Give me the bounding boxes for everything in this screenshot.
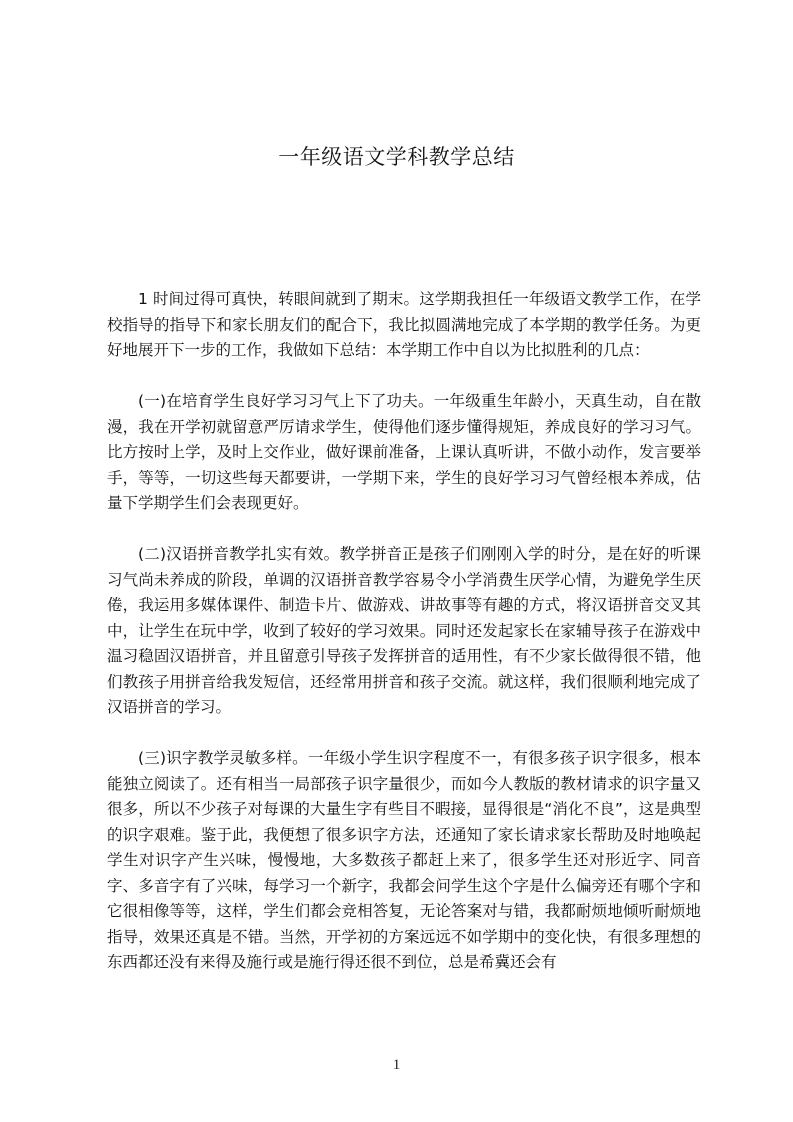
document-title: 一年级语文学科教学总结: [278, 145, 515, 169]
paragraph-intro: 1 时间过得可真快，转眼间就到了期末。这学期我担任一年级语文教学工作，在学校指导的指导下和家长朋友们的配合下，我比拟圆满地完成了本学期的教学任务。为更好地展开下一步的工作，我做如下总结：本学期工作中自以为比拟胜利的几点：: [107, 290, 701, 359]
paragraph-study-habits: (一)在培育学生良好学习习气上下了功夫。一年级重生年龄小，天真生动，自在散漫，我在开学初就留意严厉请求学生，使得他们逐步懂得规矩，养成良好的学习习气。比方按时上学，及时上交作业，做好课前准备，上课认真听讲，不做小动作，发言要举手，等等，一切这些每天都要讲，一学期下来，学生的良好学习习气曾经根本养成，估量下学期学生们会表现更好。: [107, 392, 701, 512]
document-body: [107, 287, 701, 976]
page-number: 1: [392, 1057, 401, 1073]
paragraph-character-teaching: (三)识字教学灵敏多样。一年级小学生识字程度不一，有很多孩子识字很多，根本能独立阅读了。还有相当一局部孩子识字量很少，而如今人教版的教材请求的识字量又很多，所以不少孩子对每课的大量生字有些目不暇接，显得很是“消化不良”，这是典型的识字艰难。鉴于此，我便想了很多识字方法，还通知了家长请求家长帮助及时地唤起学生对识字产生兴味，慢慢地，大多数孩子都赶上来了，很多学生还对形近字、同音字、多音字有了兴味，每学习一个新字，我都会问学生这个字是什么偏旁还有哪个字和它很相像等等，这样，学生们都会竞相答复，无论答案对与错，我都耐烦地倾听耐烦地指导，效果还真是不错。当然，开学初的方案远远不如学期中的变化快，有很多理想的东西都还没有来得及施行或是施行得还很不到位，总是希冀还会有: [107, 749, 701, 971]
paragraph-pinyin-teaching: (二)汉语拼音教学扎实有效。教学拼音正是孩子们刚刚入学的时分，是在好的听课习气尚未养成的阶段，单调的汉语拼音教学容易令小学消费生厌学心情，为避免学生厌倦，我运用多媒体课件、制造卡片、做游戏、讲故事等有趣的方式，将汉语拼音交叉其中，让学生在玩中学，收到了较好的学习效果。同时还发起家长在家辅导孩子在游戏中温习稳固汉语拼音，并且留意引导孩子发挥拼音的适用性，有不少家长做得很不错，他们教孩子用拼音给我发短信，还经常用拼音和孩子交流。就这样，我们很顺利地完成了汉语拼音的学习。: [107, 545, 701, 716]
